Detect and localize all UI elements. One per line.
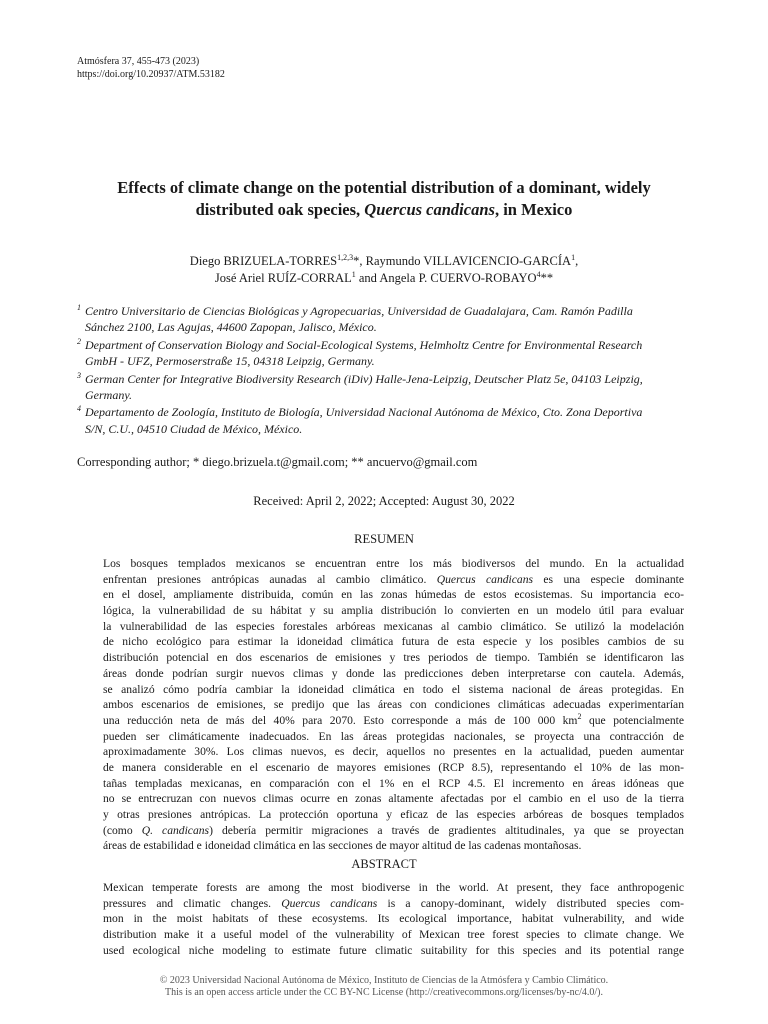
copyright-line: © 2023 Universidad Nacional Autónoma de México, Instituto de Ciencias de la Atmósfera y Cambio Climático.: [159, 975, 609, 986]
abstract-line: mon in the moist habitats of these ecosystems. Its ecological importance, habitat vulnerability, and wide: [103, 912, 684, 926]
resumen-line: Los bosques templados mexicanos se encuentran entre los más biodiversos del mundo. En la actualidad: [103, 557, 684, 570]
affiliation-number: 4: [77, 404, 81, 414]
author-name: Diego BRIZUELA-TORRES: [189, 254, 338, 268]
resumen-line: áreas donde podrían surgir nuevos climas y donde las predicciones deben interpretarse con cautela. Además,: [103, 666, 684, 680]
title-species: Quercus candicans: [364, 200, 495, 219]
abstract-body: [103, 880, 684, 958]
resumen-line: ambos escenarios de emisiones, se predijo que las áreas con condiciones climáticas adecuadas experimentarían: [103, 698, 684, 712]
author-name: Angela P. CUERVO-ROBAYO: [379, 271, 537, 285]
title-text-end: , in Mexico: [494, 200, 573, 219]
resumen-line: la vulnerabilidad de las especies forestales arbóreas mexicanas al cambio climático. Se utilizó la modelación: [103, 619, 684, 633]
author-separator: **: [540, 271, 554, 285]
title-line-1: Effects of climate change on the potential distribution of a dominant, widely: [117, 178, 651, 197]
license-footer: [60, 975, 708, 999]
affiliation-list: [77, 303, 711, 438]
resumen-line: tañas templadas mexicanas, en comparación con el 1% en el RCP 4.5. El incremento en áreas idóneas que: [103, 776, 684, 790]
affiliation-item: [77, 303, 711, 336]
resumen-text: (como: [103, 823, 142, 837]
resumen-heading: RESUMEN: [354, 532, 414, 546]
resumen-text: es una especie dominante: [533, 572, 685, 586]
affiliation-item: [77, 337, 711, 370]
affiliation-mark: 4: [536, 269, 541, 279]
title-line-2: [60, 199, 708, 221]
affiliation-line: S/N, C.U., 04510 Ciudad de México, México.: [85, 421, 303, 436]
affiliation-line: Germany.: [85, 388, 132, 403]
abstract-text: pressures and climatic changes.: [103, 896, 282, 910]
resumen-line: áreas de estabilidad e idoneidad climática en las secciones de mayor altitud de las cadenas montañosas.: [103, 839, 582, 853]
resumen-text: enfrentan presiones antrópicas aunadas al cambio climático.: [103, 572, 437, 586]
abstract-text: is a canopy-dominant, widely distributed species com-: [377, 896, 684, 910]
affiliation-line: Departamento de Zoología, Instituto de Biología, Universidad Nacional Autónoma de México, Cto. Zona Deportiva: [85, 405, 643, 420]
author-name: Raymundo VILLAVICENCIO-GARCÍA: [365, 254, 572, 268]
title-text: distributed oak species,: [195, 200, 365, 219]
resumen-body: [103, 556, 684, 854]
abstract-heading: ABSTRACT: [351, 857, 417, 871]
resumen-line: pueden ser climáticamente inadecuados. En las áreas protegidas nacionales, se proyecta una contracción de: [103, 729, 684, 743]
resumen-line: en el dosel, ampliamente distribuida, común en las zonas húmedas de estos ecosistemas. Su importancia eco-: [103, 588, 684, 602]
species-name: Quercus candicans: [436, 572, 534, 586]
affiliation-line: Sánchez 2100, Las Agujas, 44600 Zapopan, Jalisco, México.: [85, 320, 377, 335]
affiliation-line: Centro Universitario de Ciencias Biológicas y Agropecuarias, Universidad de Guadalajara, Cam. Ramón Padilla: [85, 304, 633, 318]
received-dates: Received: April 2, 2022; Accepted: August 30, 2022: [253, 494, 515, 508]
resumen-line: y otras presiones antrópicas. La protección oportuna y eficaz de las especies arbóreas de bosques templados: [103, 808, 684, 821]
affiliation-mark: 1,2,3: [337, 252, 354, 262]
affiliation-mark: 1: [351, 269, 356, 279]
resumen-line: [103, 713, 684, 729]
abstract-line: used ecological niche modeling to estimate future climatic suitability for this species and its potential range: [103, 943, 684, 957]
abstract-line: [103, 896, 684, 912]
resumen-text: que potencialmente: [581, 713, 685, 727]
abstract-line: Mexican temperate forests are among the most biodiverse in the world. At present, they face anthropogenic: [103, 881, 684, 894]
author-list: [60, 253, 708, 287]
author-separator: ,: [575, 254, 579, 268]
affiliation-mark: 1: [571, 252, 576, 262]
resumen-line: [103, 823, 684, 839]
author-line-2: [60, 270, 708, 287]
journal-citation: Atmósfera 37, 455-473 (2023): [77, 56, 200, 67]
resumen-line: de manera considerable en el escenario de mayores emisiones (RCP 8.5), representando el 10% de las mon-: [103, 760, 684, 774]
resumen-line: se analizó cómo podría cambiar la idoneidad climática en todo el sistema nacional de áreas protegidas. En: [103, 682, 684, 696]
abstract-line: distribution make it a useful model of the vulnerability of Mexican tree forest species to climate change. We: [103, 928, 684, 942]
affiliation-number: 3: [77, 370, 81, 380]
journal-header: [77, 55, 225, 81]
affiliation-line: GmbH - UFZ, Permoserstraße 15, 04318 Leipzig, Germany.: [85, 354, 375, 369]
affiliation-number: 1: [77, 303, 81, 312]
species-name: Q. candicans: [141, 823, 210, 837]
paper-title: [60, 177, 708, 221]
resumen-line: lógica, la vulnerabilidad de su hábitat y su amplia distribución lo convierten en un modelo útil para evaluar: [103, 604, 684, 618]
affiliation-line: German Center for Integrative Biodiversity Research (iDiv) Halle-Jena-Leipzig, Deutscher Platz 5e, 04103 Leipzig,: [85, 371, 643, 386]
author-name: José Ariel RUÍZ-CORRAL: [214, 271, 352, 285]
species-name: Quercus candicans: [281, 896, 378, 910]
author-separator: *,: [353, 254, 366, 268]
affiliation-item: [77, 371, 711, 404]
resumen-line: de nicho ecológico para estimar la idoneidad climática futura de esta especie y los posibles cambios de su: [103, 635, 684, 649]
author-line-1: [60, 253, 708, 270]
resumen-line: aproximadamente 30%. Los climas nuevos, es decir, aquellos no presentes en la actualidad, pueden aumentar: [103, 745, 684, 759]
affiliation-number: 2: [77, 336, 81, 346]
affiliation-line: Department of Conservation Biology and Social-Ecological Systems, Helmholtz Centre for Environmental Research: [85, 337, 643, 352]
corresponding-author: Corresponding author; * diego.brizuela.t@gmail.com; ** ancuervo@gmail.com: [77, 455, 478, 469]
affiliation-item: [77, 404, 711, 437]
author-separator: and: [355, 271, 380, 285]
resumen-line: [103, 572, 684, 588]
superscript: 2: [577, 712, 582, 722]
resumen-line: no se entrecruzan con nuevos climas ocurre en zonas altamente afectadas por el cambio en el uso de la tierra: [103, 792, 684, 806]
resumen-line: distribución potencial en dos escenarios de emisiones y tres periodos de tiempo. También se identificaron las: [103, 651, 684, 665]
resumen-text: ) debería permitir migraciones a través de gradientes altitudinales, ya que se proyectan: [209, 823, 684, 837]
resumen-text: una reducción neta de más del 40% para 2070. Esto corresponde a más de 100 000 km: [103, 713, 578, 727]
license-line[interactable]: This is an open access article under the CC BY-NC License (http://creativecommons.org/licenses/by-nc/4.0/).: [164, 987, 604, 998]
doi-link[interactable]: https://doi.org/10.20937/ATM.53182: [77, 69, 225, 80]
